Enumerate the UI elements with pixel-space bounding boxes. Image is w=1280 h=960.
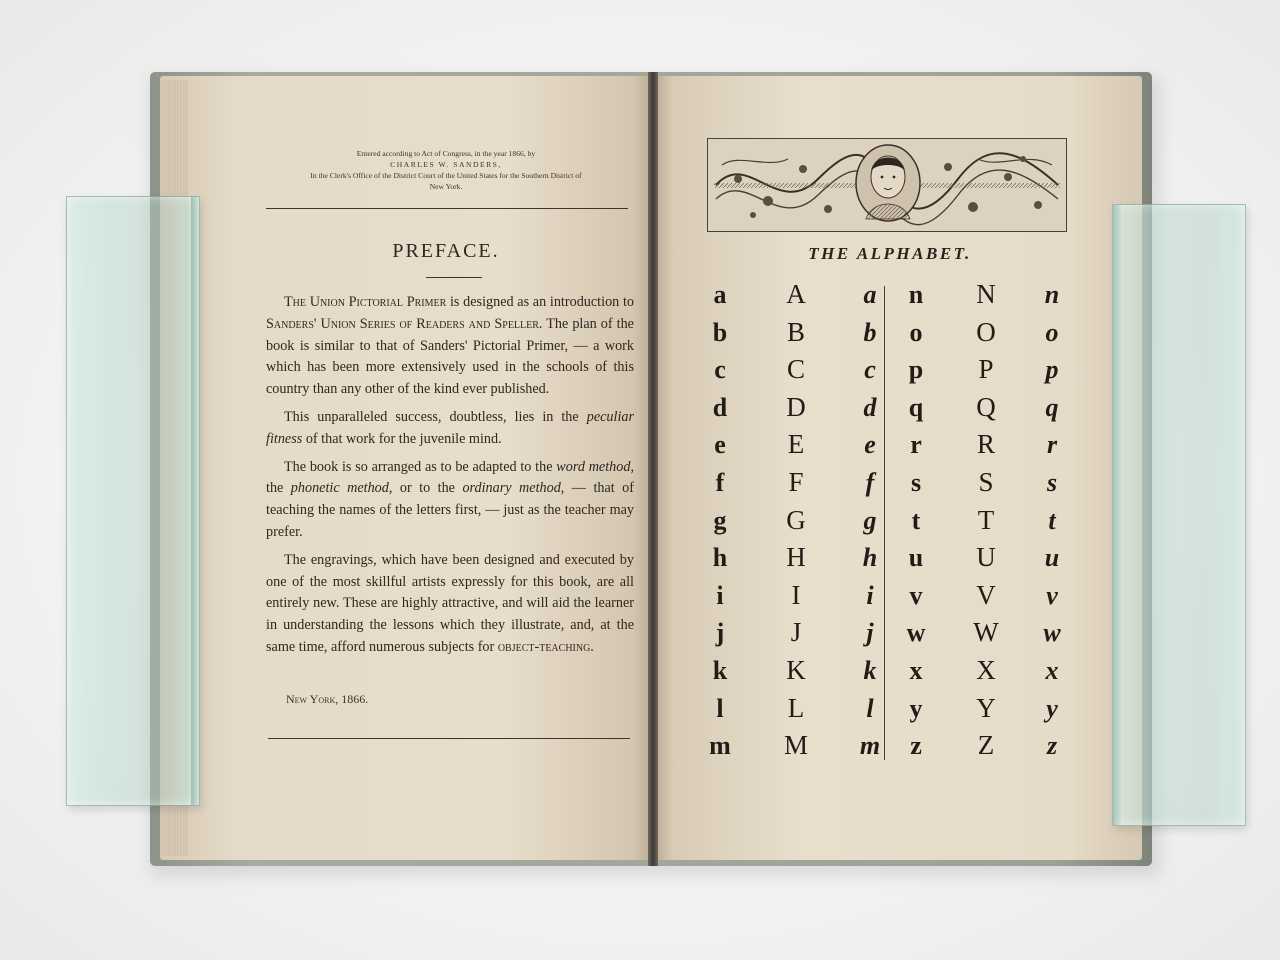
- alphabet-letter: k: [863, 655, 877, 685]
- column-italic-n-z: [1032, 276, 1072, 765]
- alphabet-letter: i: [716, 580, 724, 610]
- alphabet-letter: n: [1044, 280, 1060, 309]
- column-uppercase-n-z: [966, 276, 1006, 765]
- glass-edge: [1113, 205, 1121, 825]
- preface-paragraph: [266, 407, 634, 451]
- alphabet-letter: Q: [976, 391, 996, 422]
- alphabet-letter: e: [864, 430, 876, 460]
- preface-text-run: object-teaching.: [497, 638, 594, 655]
- alphabet-letter: n: [908, 280, 924, 309]
- alphabet-letter: P: [978, 354, 994, 385]
- alphabet-letter: D: [786, 391, 806, 422]
- alphabet-letter: j: [866, 618, 874, 648]
- alphabet-letter: C: [786, 354, 805, 385]
- alphabet-letter: v: [1046, 580, 1058, 610]
- alphabet-letter: W: [973, 617, 999, 648]
- preface-text-run: word method: [556, 458, 631, 475]
- alphabet-letter: d: [712, 392, 728, 422]
- column-italic-a-m: [850, 276, 890, 765]
- alphabet-letter: w: [1043, 618, 1061, 648]
- preface-text-run: Sanders' Union Series of Readers and Speller.: [266, 315, 543, 332]
- alphabet-letter: G: [786, 504, 806, 535]
- alphabet-letter: x: [909, 655, 923, 685]
- alphabet-letter: p: [1045, 355, 1059, 385]
- copyright-line: CHARLES W. SANDERS,: [390, 160, 502, 169]
- copyright-line: New York.: [429, 182, 463, 191]
- title-short-rule: [426, 277, 482, 278]
- alphabet-letter: m: [709, 731, 731, 761]
- alphabet-letter: V: [976, 579, 996, 610]
- alphabet-letter: N: [976, 279, 996, 309]
- alphabet-letter: O: [976, 316, 996, 347]
- copyright-notice: [262, 148, 630, 192]
- top-rule: [266, 208, 628, 209]
- preface-text-run: , or to the: [388, 480, 463, 497]
- alphabet-letter: q: [1045, 392, 1059, 422]
- left-glass-weight: [66, 196, 200, 806]
- alphabet-letter: c: [714, 355, 726, 385]
- preface-text-run: The engravings, which have been designed and executed by one of the most skillful artists expressly for this book, are all entirely new. These are highly attractive, and will aid the learner in understanding the lessons which they illustrate, and, at the same time, afford numerous subjects for: [266, 551, 634, 655]
- alphabet-letter: R: [976, 429, 995, 460]
- alphabet-letter: I: [791, 579, 801, 610]
- preface-text-run: The plan of the book is similar to that of Sanders' Pictorial Primer, — a work which has been more extensively used in the schools of this country than any other of the kind ever published.: [266, 315, 634, 398]
- preface-text-run: The book is so arranged as to be adapted to the: [284, 458, 557, 475]
- alphabet-letter: A: [786, 279, 806, 309]
- alphabet-letter: b: [712, 317, 728, 347]
- preface-text-run: phonetic method: [290, 480, 389, 497]
- alphabet-letter: t: [911, 505, 921, 535]
- alphabet-letter: u: [908, 543, 924, 573]
- alphabet-letter: o: [909, 317, 923, 347]
- alphabet-letter: Z: [977, 730, 995, 761]
- alphabet-letter: a: [863, 280, 877, 309]
- alphabet-letter: y: [1046, 693, 1058, 723]
- alphabet-letter: L: [787, 692, 805, 723]
- preface-text-run: ordinary method: [462, 480, 561, 497]
- bottom-rule: [268, 738, 630, 739]
- alphabet-letter: l: [716, 693, 724, 723]
- preface-paragraph: [266, 457, 634, 544]
- copyright-line: In the Clerk's Office of the District Court of the United States for the Southern District of: [310, 171, 582, 180]
- preface-text-run: , — that of teaching the names of the letters first, — just as the teacher may prefer.: [266, 480, 634, 540]
- preface-paragraph: [266, 550, 634, 659]
- alphabet-letter: E: [787, 429, 805, 460]
- alphabet-letter: a: [713, 280, 727, 309]
- alphabet-letter: s: [1046, 467, 1058, 497]
- alphabet-letter: j: [715, 618, 725, 648]
- alphabet-letter: u: [1044, 543, 1060, 573]
- alphabet-letter: f: [715, 467, 725, 497]
- column-lowercase-a-m: [700, 276, 740, 765]
- alphabet-letter: T: [977, 504, 995, 535]
- place-date: New York, 1866.: [286, 692, 369, 706]
- alphabet-letter: g: [713, 505, 727, 535]
- alphabet-letter: v: [909, 580, 923, 610]
- alphabet-letter: y: [909, 693, 923, 723]
- column-uppercase-a-m: [776, 276, 816, 765]
- alphabet-letter: d: [863, 392, 877, 422]
- alphabet-letter: F: [788, 466, 804, 497]
- alphabet-letter: k: [712, 655, 728, 685]
- alphabet-letter: c: [864, 355, 876, 385]
- alphabet-letter: M: [783, 730, 808, 761]
- alphabet-letter: i: [866, 580, 874, 610]
- copyright-line: Entered according to Act of Congress, in the year 1866, by: [356, 149, 536, 158]
- preface-body: [266, 292, 634, 665]
- alphabet-letter: z: [910, 731, 922, 761]
- alphabet-letter: p: [908, 355, 924, 385]
- alphabet-letter: o: [1045, 317, 1059, 347]
- alphabet-letter: q: [908, 392, 924, 422]
- alphabet-letter: h: [862, 543, 878, 573]
- alphabet-title: THE ALPHABET.: [808, 244, 972, 263]
- alphabet-letter: f: [865, 467, 875, 497]
- preface-text-run: , the: [266, 458, 635, 497]
- alphabet-letter: r: [1046, 430, 1058, 460]
- alphabet-letter: g: [863, 505, 877, 535]
- alphabet-letter: B: [786, 316, 805, 347]
- preface-text-run: of that work for the juvenile mind.: [302, 430, 502, 447]
- alphabet-letter: S: [978, 466, 994, 497]
- alphabet-letter: U: [976, 542, 996, 573]
- alphabet-letter: J: [790, 617, 802, 648]
- alphabet-letter: l: [866, 693, 874, 723]
- alphabet-letter: H: [786, 542, 806, 573]
- alphabet-letter: K: [786, 654, 806, 685]
- alphabet-letter: x: [1045, 655, 1059, 685]
- ornamental-vignette: [707, 138, 1067, 232]
- alphabet-letter: b: [863, 317, 877, 347]
- preface-paragraph: [266, 292, 634, 401]
- alphabet-letter: m: [859, 731, 881, 761]
- alphabet-letter: e: [714, 430, 726, 460]
- alphabet-letter: z: [1046, 731, 1058, 761]
- alphabet-letter: h: [712, 543, 728, 573]
- preface-text-run: This unparalleled success, doubtless, lies in the: [284, 408, 587, 425]
- right-glass-weight: [1112, 204, 1246, 826]
- column-lowercase-n-z: [896, 276, 936, 765]
- alphabet-letter: w: [906, 618, 926, 648]
- alphabet-letter: s: [910, 467, 922, 497]
- alphabet-letter: Y: [976, 692, 996, 723]
- preface-title: PREFACE.: [392, 240, 500, 262]
- preface-text-run: peculiar fitness: [266, 408, 634, 447]
- preface-text-run: The Union Pictorial Primer: [284, 294, 447, 310]
- book-spine: [648, 72, 658, 866]
- alphabet-letter: t: [1048, 505, 1056, 535]
- alphabet-letter: r: [910, 430, 922, 460]
- vignette-engraving: [708, 139, 1066, 231]
- glass-edge: [191, 197, 199, 805]
- alphabet-letter: X: [976, 654, 996, 685]
- preface-text-run: is designed as an introduction to: [446, 294, 634, 310]
